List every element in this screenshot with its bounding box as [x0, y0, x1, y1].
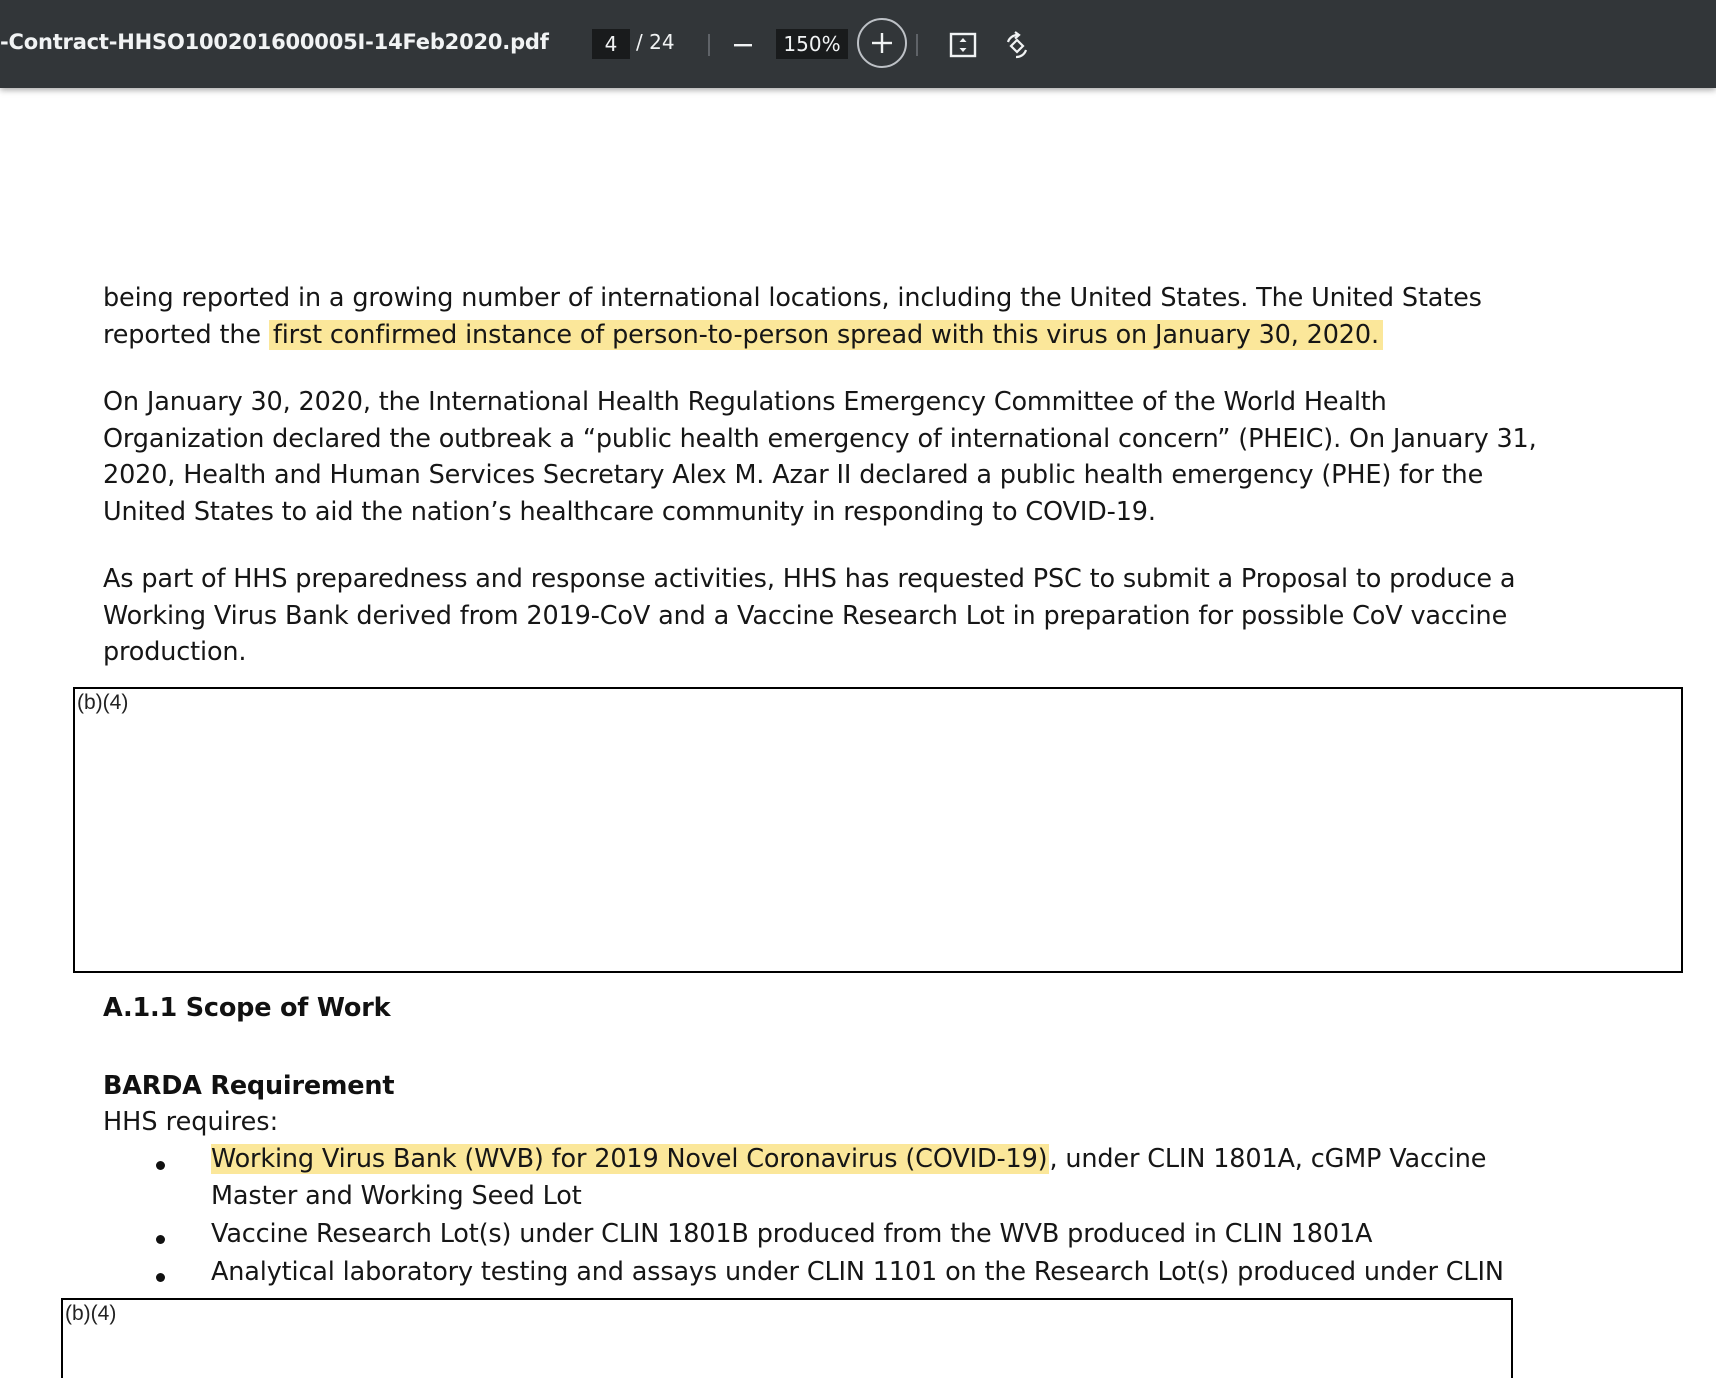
- paragraph-3: [103, 561, 1515, 671]
- rotate-button[interactable]: [999, 28, 1035, 64]
- redaction-label: (b)(4): [77, 691, 129, 714]
- plus-icon: [870, 31, 894, 55]
- section-heading: A.1.1 Scope of Work: [103, 993, 391, 1023]
- requirement-heading: BARDA Requirement: [103, 1071, 395, 1101]
- bullet-point: [156, 1161, 165, 1170]
- redaction-box: [61, 1298, 1513, 1378]
- document-title: -Contract-HHSO100201600005I-14Feb2020.pdf: [0, 30, 549, 54]
- paragraph-2-line-4: United States to aid the nation’s healthcare community in responding to COVID-19.: [103, 497, 1156, 528]
- paragraph-1-line-1: being reported in a growing number of international locations, including the United States. The United States: [103, 283, 1482, 313]
- minus-icon: [732, 34, 754, 56]
- requires-line: HHS requires:: [103, 1107, 279, 1137]
- paragraph-2-line-1: On January 30, 2020, the International Health Regulations Emergency Committee of the World Health: [103, 387, 1387, 417]
- current-page-input[interactable]: 4: [592, 29, 630, 59]
- paragraph-2: [103, 384, 1537, 531]
- paragraph-1-line-2-prefix: reported the: [103, 319, 261, 350]
- redaction-label: (b)(4): [65, 1302, 117, 1325]
- paragraph-3-line-1: As part of HHS preparedness and response activities, HHS has requested PSC to submit a Proposal to produce a: [103, 564, 1516, 594]
- paragraph-3-line-3: production.: [103, 637, 247, 668]
- bullet-item-3: Analytical laboratory testing and assays under CLIN 1101 on the Research Lot(s) produced under CLIN: [211, 1257, 1504, 1287]
- redaction-box: [73, 687, 1683, 973]
- zoom-out-button[interactable]: [726, 28, 760, 62]
- rotate-icon: [1002, 31, 1032, 61]
- paragraph-1-line-2: [103, 317, 1482, 354]
- highlighted-text: Working Virus Bank (WVB) for 2019 Novel Coronavirus (COVID-19): [211, 1144, 1048, 1174]
- highlighted-text: first confirmed instance of person-to-person spread with this virus on January 30, 2020.: [269, 320, 1383, 350]
- total-pages-label: / 24: [636, 30, 675, 54]
- paragraph-3-line-2: Working Virus Bank derived from 2019-CoV and a Vaccine Research Lot in preparation for possible CoV vaccine: [103, 600, 1508, 631]
- bullet-item-1-line-1: [211, 1141, 1486, 1178]
- toolbar-divider: [708, 34, 710, 56]
- fit-to-page-icon: [949, 32, 977, 58]
- pdf-toolbar: [0, 0, 1716, 88]
- paragraph-2-line-3: 2020, Health and Human Services Secretary Alex M. Azar II declared a public health emergency (PHE) for the: [103, 460, 1484, 491]
- bullet-item-1-rest: , under CLIN 1801A, cGMP Vaccine: [1049, 1144, 1487, 1174]
- toolbar-divider: [916, 34, 918, 56]
- bullet-point: [156, 1273, 165, 1282]
- zoom-in-button[interactable]: [857, 18, 907, 68]
- bullet-item-1-line-2: Master and Working Seed Lot: [211, 1181, 582, 1211]
- paragraph-2-line-2: Organization declared the outbreak a “public health emergency of international concern” (PHEIC). On January 31,: [103, 423, 1537, 454]
- bullet-item-1: [211, 1141, 1486, 1215]
- zoom-level-input[interactable]: 150%: [776, 29, 848, 59]
- paragraph-1: [103, 280, 1482, 353]
- bullet-item-2: Vaccine Research Lot(s) under CLIN 1801B produced from the WVB produced in CLIN 1801A: [211, 1219, 1373, 1249]
- fit-to-page-button[interactable]: [946, 28, 980, 62]
- bullet-point: [156, 1235, 165, 1244]
- pdf-page: [0, 88, 1716, 1364]
